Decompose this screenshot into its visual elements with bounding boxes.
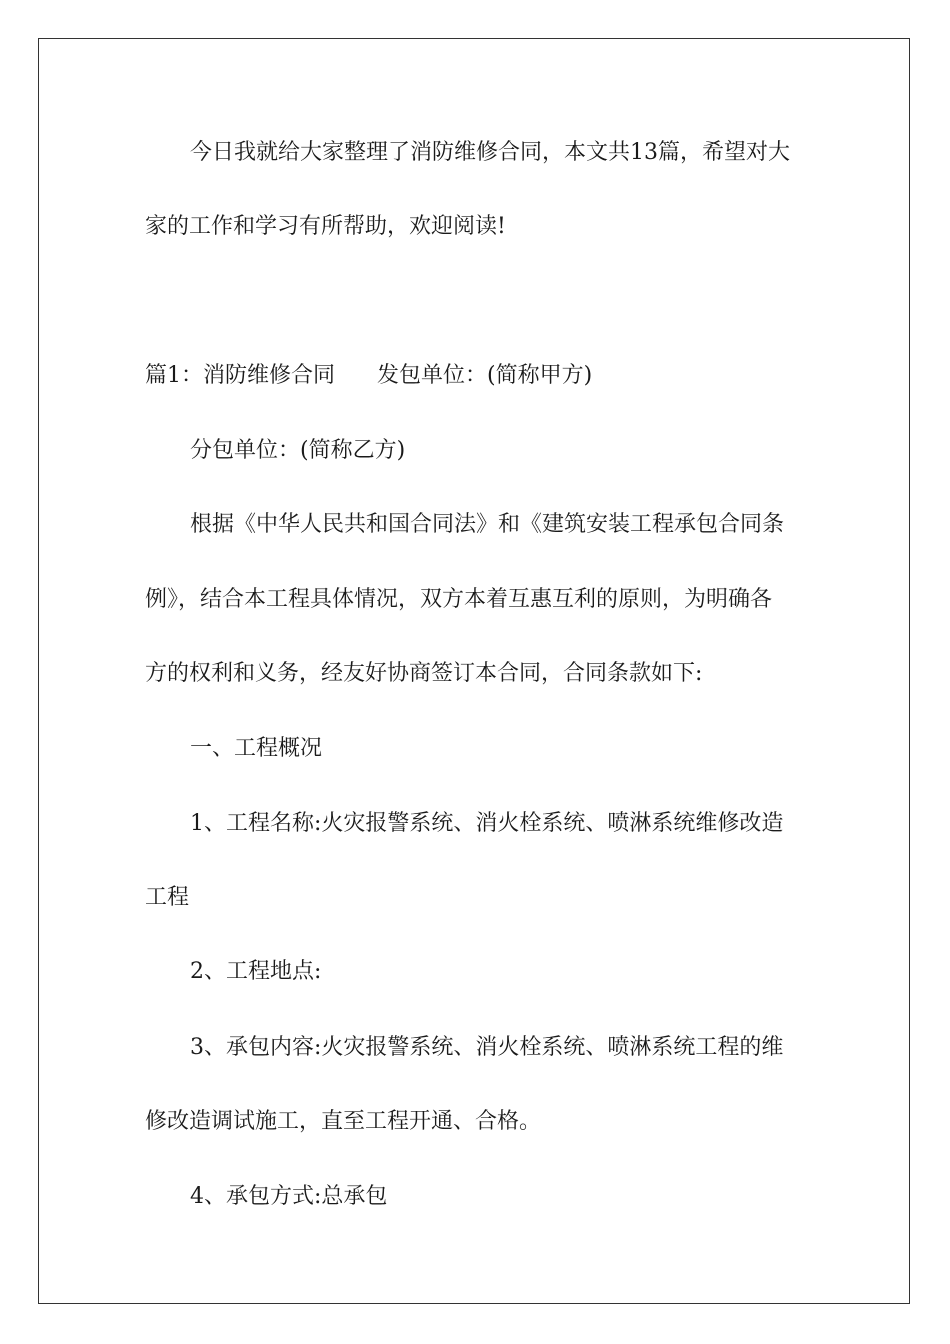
preamble-line-2: 例》，结合本工程具体情况，双方本着互惠互利的原则，为明确各: [145, 587, 773, 612]
preamble-line-1: 根据《中华人民共和国合同法》和《建筑安装工程承包合同条: [190, 512, 785, 537]
item-1-line-2: 工程: [145, 885, 190, 910]
article-heading: [145, 361, 592, 391]
section-1-heading: 一、工程概况: [190, 736, 323, 761]
item-1-line-1: 1、工程名称:火灾报警系统、消火栓系统、喷淋系统维修改造: [190, 811, 784, 836]
article-title: 篇1：消防维修合同: [145, 363, 335, 388]
item-3-line-2: 修改造调试施工，直至工程开通、合格。: [145, 1109, 542, 1134]
intro-line-2: 家的工作和学习有所帮助，欢迎阅读!: [145, 214, 506, 239]
party-a-label: 发包单位：(简称甲方): [377, 363, 593, 388]
item-4: 4、承包方式:总承包: [190, 1184, 388, 1209]
item-3-line-1: 3、承包内容:火灾报警系统、消火栓系统、喷淋系统工程的维: [190, 1035, 784, 1060]
intro-line-1: 今日我就给大家整理了消防维修合同，本文共13篇，希望对大: [190, 140, 790, 165]
item-2: 2、工程地点:: [190, 959, 322, 984]
preamble-line-3: 方的权利和义务，经友好协商签订本合同，合同条款如下:: [145, 661, 703, 686]
party-b-label: 分包单位：(简称乙方): [190, 438, 406, 463]
